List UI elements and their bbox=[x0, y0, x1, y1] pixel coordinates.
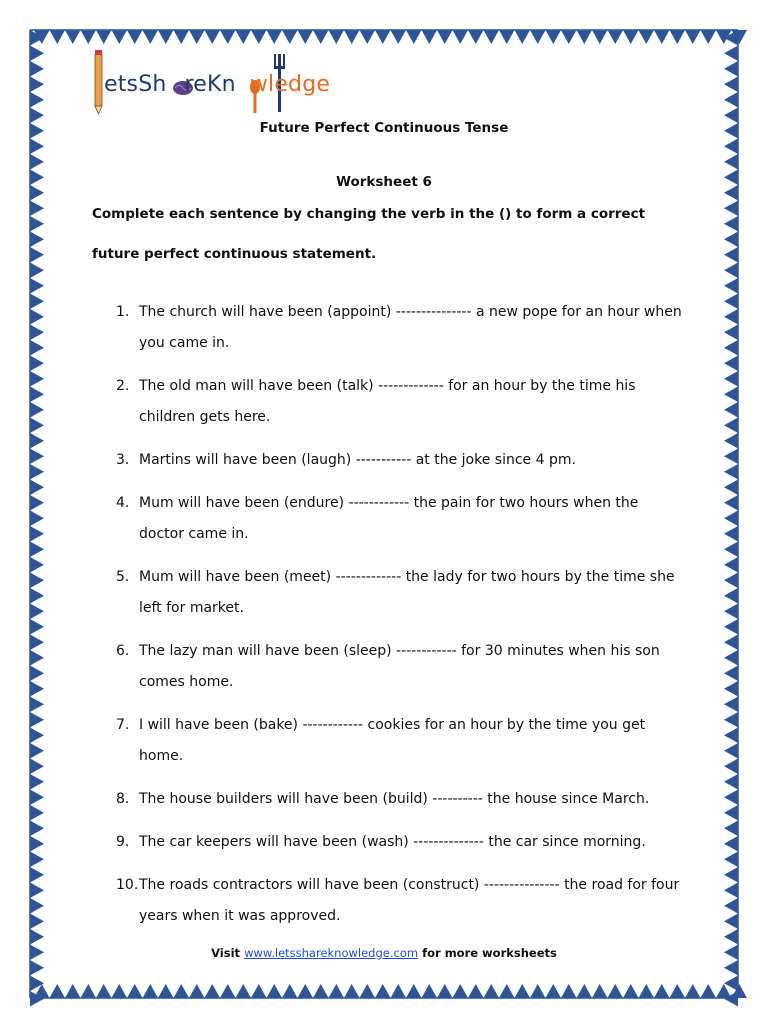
question-text: Mum will have been (meet) ------------- the lady for two hours by the time she left for market. bbox=[139, 569, 675, 616]
question-number: 10. bbox=[116, 877, 139, 893]
question-item bbox=[92, 445, 682, 476]
border-triangle bbox=[30, 898, 44, 914]
border-triangle bbox=[313, 30, 329, 44]
border-triangle bbox=[30, 836, 44, 852]
border-triangle bbox=[30, 433, 44, 449]
question-text: The car keepers will have been (wash) -------------- the car since morning. bbox=[139, 834, 646, 850]
border-triangle bbox=[422, 30, 438, 44]
border-triangle bbox=[530, 30, 546, 44]
border-triangle bbox=[724, 960, 738, 976]
border-triangle bbox=[499, 30, 515, 44]
border-triangle bbox=[453, 30, 469, 44]
border-triangle bbox=[30, 387, 44, 403]
border-triangle bbox=[577, 30, 593, 44]
border-triangle bbox=[30, 309, 44, 325]
border-triangle bbox=[127, 984, 143, 998]
border-triangle bbox=[375, 984, 391, 998]
border-triangle bbox=[724, 883, 738, 899]
border-triangle bbox=[30, 61, 44, 77]
border-triangle bbox=[30, 867, 44, 883]
border-triangle bbox=[468, 30, 484, 44]
border-triangle bbox=[724, 371, 738, 387]
logo-text-part: wledge bbox=[249, 72, 331, 97]
border-triangle bbox=[127, 30, 143, 44]
border-triangle bbox=[30, 418, 44, 434]
question-text: The old man will have been (talk) ------------- for an hour by the time his children gets here. bbox=[139, 378, 636, 425]
border-triangle bbox=[724, 774, 738, 790]
border-triangle bbox=[30, 464, 44, 480]
border-triangle bbox=[30, 635, 44, 651]
border-triangle bbox=[313, 984, 329, 998]
border-triangle bbox=[724, 604, 738, 620]
question-item bbox=[92, 297, 682, 359]
border-triangle bbox=[329, 984, 345, 998]
border-triangle bbox=[670, 30, 686, 44]
border-triangle bbox=[623, 30, 639, 44]
border-triangle bbox=[724, 836, 738, 852]
border-triangle bbox=[30, 340, 44, 356]
border-triangle bbox=[50, 984, 66, 998]
border-triangle bbox=[724, 325, 738, 341]
border-triangle bbox=[701, 30, 717, 44]
border-triangle bbox=[592, 984, 608, 998]
border-triangle bbox=[724, 666, 738, 682]
question-number: 9. bbox=[116, 834, 130, 850]
border-triangle bbox=[30, 449, 44, 465]
border-triangle bbox=[65, 984, 81, 998]
border-triangle bbox=[30, 139, 44, 155]
border-triangle bbox=[30, 371, 44, 387]
border-triangle bbox=[282, 984, 298, 998]
border-triangle bbox=[30, 325, 44, 341]
border-triangle bbox=[724, 619, 738, 635]
question-text: The roads contractors will have been (construct) --------------- the road for four years when it was approved. bbox=[139, 877, 680, 924]
question-number: 5. bbox=[116, 569, 130, 585]
border-triangle bbox=[724, 511, 738, 527]
instruction-line-1: Complete each sentence by changing the verb in the () to form a correct bbox=[92, 206, 646, 222]
border-triangle bbox=[724, 588, 738, 604]
border-triangle bbox=[724, 294, 738, 310]
border-triangle bbox=[546, 984, 562, 998]
border-triangle bbox=[30, 480, 44, 496]
border-triangle bbox=[30, 154, 44, 170]
border-triangle bbox=[30, 557, 44, 573]
border-triangle bbox=[577, 984, 593, 998]
border-triangle bbox=[724, 929, 738, 945]
border-triangle bbox=[724, 278, 738, 294]
border-triangle bbox=[561, 30, 577, 44]
question-item bbox=[92, 562, 682, 624]
border-triangle bbox=[30, 201, 44, 217]
border-triangle bbox=[189, 30, 205, 44]
logo-text-part: etsSh bbox=[104, 72, 167, 97]
border-triangle bbox=[724, 387, 738, 403]
border-triangle bbox=[724, 759, 738, 775]
question-item bbox=[92, 784, 682, 815]
question-number: 7. bbox=[116, 717, 130, 733]
worksheet-title: Future Perfect Continuous Tense bbox=[259, 120, 509, 136]
border-triangle bbox=[30, 821, 44, 837]
border-triangle bbox=[724, 154, 738, 170]
border-triangle bbox=[112, 30, 128, 44]
question-text: Mum will have been (endure) ------------ the pain for two hours when the doctor came in. bbox=[139, 495, 639, 542]
border-triangle bbox=[205, 30, 221, 44]
question-number: 8. bbox=[116, 791, 130, 807]
border-triangle bbox=[81, 984, 97, 998]
border-triangle bbox=[30, 278, 44, 294]
border-triangle bbox=[30, 294, 44, 310]
page-footer bbox=[0, 946, 768, 960]
border-triangle bbox=[724, 139, 738, 155]
question-number: 4. bbox=[116, 495, 130, 511]
border-triangle bbox=[724, 650, 738, 666]
border-triangle bbox=[724, 697, 738, 713]
border-triangle bbox=[251, 984, 267, 998]
border-triangle bbox=[236, 984, 252, 998]
border-triangle bbox=[724, 61, 738, 77]
border-triangle bbox=[484, 984, 500, 998]
border-triangle bbox=[724, 46, 738, 62]
border-triangle bbox=[96, 984, 112, 998]
border-triangle bbox=[530, 984, 546, 998]
border-triangle bbox=[30, 960, 44, 976]
question-list bbox=[92, 297, 682, 944]
border-triangle bbox=[220, 984, 236, 998]
border-triangle bbox=[30, 402, 44, 418]
border-triangle bbox=[30, 619, 44, 635]
border-triangle bbox=[30, 790, 44, 806]
border-triangle bbox=[654, 984, 670, 998]
border-triangle bbox=[30, 247, 44, 263]
border-triangle bbox=[375, 30, 391, 44]
border-triangle bbox=[724, 402, 738, 418]
border-triangle bbox=[724, 433, 738, 449]
border-triangle bbox=[158, 30, 174, 44]
border-triangle bbox=[220, 30, 236, 44]
border-triangle bbox=[724, 852, 738, 868]
border-triangle bbox=[30, 573, 44, 589]
border-triangle bbox=[344, 30, 360, 44]
question-text: Martins will have been (laugh) ----------- at the joke since 4 pm. bbox=[139, 452, 576, 468]
border-triangle bbox=[65, 30, 81, 44]
border-triangle bbox=[30, 759, 44, 775]
border-triangle bbox=[453, 984, 469, 998]
worksheet-number: Worksheet 6 bbox=[336, 174, 432, 190]
border-triangle bbox=[724, 728, 738, 744]
border-triangle bbox=[30, 712, 44, 728]
border-triangle bbox=[724, 635, 738, 651]
border-triangle bbox=[174, 984, 190, 998]
border-triangle bbox=[468, 984, 484, 998]
question-item bbox=[92, 636, 682, 698]
question-number: 2. bbox=[116, 378, 130, 394]
border-triangle bbox=[724, 914, 738, 930]
border-triangle bbox=[724, 356, 738, 372]
question-text: I will have been (bake) ------------ cookies for an hour by the time you get home. bbox=[139, 717, 646, 764]
border-triangle bbox=[30, 681, 44, 697]
border-triangle bbox=[685, 30, 701, 44]
border-triangle bbox=[724, 805, 738, 821]
border-triangle bbox=[608, 984, 624, 998]
border-triangle bbox=[158, 984, 174, 998]
border-triangle bbox=[724, 573, 738, 589]
question-item bbox=[92, 371, 682, 433]
border-triangle bbox=[724, 526, 738, 542]
border-triangle bbox=[724, 247, 738, 263]
border-triangle bbox=[639, 984, 655, 998]
border-triangle bbox=[391, 984, 407, 998]
border-triangle bbox=[670, 984, 686, 998]
border-triangle bbox=[654, 30, 670, 44]
border-triangle bbox=[515, 30, 531, 44]
border-triangle bbox=[30, 914, 44, 930]
border-triangle bbox=[30, 216, 44, 232]
border-triangle bbox=[724, 464, 738, 480]
border-triangle bbox=[724, 232, 738, 248]
border-triangle bbox=[724, 898, 738, 914]
logo-text-part: reKn bbox=[184, 72, 236, 97]
border-triangle bbox=[724, 495, 738, 511]
border-triangle bbox=[360, 984, 376, 998]
border-triangle bbox=[30, 77, 44, 93]
border-triangle bbox=[30, 526, 44, 542]
border-triangle bbox=[437, 30, 453, 44]
border-triangle bbox=[30, 263, 44, 279]
border-triangle bbox=[30, 542, 44, 558]
border-triangle bbox=[724, 449, 738, 465]
border-triangle bbox=[30, 604, 44, 620]
question-number: 6. bbox=[116, 643, 130, 659]
border-triangle bbox=[724, 77, 738, 93]
question-item bbox=[92, 488, 682, 550]
site-logo bbox=[92, 46, 352, 116]
border-triangle bbox=[484, 30, 500, 44]
border-triangle bbox=[422, 984, 438, 998]
border-triangle bbox=[30, 805, 44, 821]
border-triangle bbox=[592, 30, 608, 44]
border-triangle bbox=[30, 588, 44, 604]
border-triangle bbox=[30, 883, 44, 899]
border-triangle bbox=[112, 984, 128, 998]
border-triangle bbox=[724, 867, 738, 883]
border-triangle bbox=[30, 356, 44, 372]
border-triangle bbox=[143, 984, 159, 998]
border-triangle bbox=[685, 984, 701, 998]
border-triangle bbox=[701, 984, 717, 998]
border-triangle bbox=[50, 30, 66, 44]
question-number: 1. bbox=[116, 304, 130, 320]
border-triangle bbox=[724, 790, 738, 806]
border-triangle bbox=[30, 495, 44, 511]
border-triangle bbox=[30, 774, 44, 790]
border-triangle bbox=[30, 650, 44, 666]
border-triangle bbox=[608, 30, 624, 44]
border-triangle bbox=[724, 216, 738, 232]
border-triangle bbox=[282, 30, 298, 44]
border-triangle bbox=[515, 984, 531, 998]
question-item bbox=[92, 870, 682, 932]
border-triangle bbox=[267, 30, 283, 44]
border-triangle bbox=[298, 30, 314, 44]
question-text: The church will have been (appoint) --------------- a new pope for an hour when you came in. bbox=[139, 304, 682, 351]
border-triangle bbox=[437, 984, 453, 998]
question-text: The house builders will have been (build) ---------- the house since March. bbox=[139, 791, 650, 807]
border-triangle bbox=[724, 542, 738, 558]
border-triangle bbox=[30, 46, 44, 62]
border-triangle bbox=[30, 92, 44, 108]
border-triangle bbox=[30, 232, 44, 248]
border-triangle bbox=[724, 309, 738, 325]
footer-suffix: for more worksheets bbox=[422, 946, 557, 960]
question-item bbox=[92, 827, 682, 858]
border-triangle bbox=[724, 340, 738, 356]
border-triangle bbox=[30, 929, 44, 945]
border-triangle bbox=[30, 666, 44, 682]
border-triangle bbox=[724, 821, 738, 837]
border-triangle bbox=[96, 30, 112, 44]
border-triangle bbox=[406, 30, 422, 44]
instruction-line-2: future perfect continuous statement. bbox=[92, 246, 377, 262]
border-triangle bbox=[30, 743, 44, 759]
border-triangle bbox=[81, 30, 97, 44]
border-triangle bbox=[561, 984, 577, 998]
border-triangle bbox=[143, 30, 159, 44]
border-triangle bbox=[189, 984, 205, 998]
border-triangle bbox=[724, 743, 738, 759]
border-triangle bbox=[623, 984, 639, 998]
border-triangle bbox=[724, 480, 738, 496]
border-triangle bbox=[174, 30, 190, 44]
border-triangle bbox=[329, 30, 345, 44]
border-triangle bbox=[724, 263, 738, 279]
question-number: 3. bbox=[116, 452, 130, 468]
border-triangle bbox=[406, 984, 422, 998]
border-triangle bbox=[236, 30, 252, 44]
border-triangle bbox=[724, 92, 738, 108]
question-item bbox=[92, 710, 682, 772]
border-triangle bbox=[30, 852, 44, 868]
border-triangle bbox=[30, 697, 44, 713]
border-triangle bbox=[30, 728, 44, 744]
border-triangle bbox=[546, 30, 562, 44]
border-triangle bbox=[344, 984, 360, 998]
border-triangle bbox=[251, 30, 267, 44]
logo-wordmark bbox=[92, 72, 330, 97]
border-triangle bbox=[724, 201, 738, 217]
border-triangle bbox=[724, 681, 738, 697]
border-triangle bbox=[724, 557, 738, 573]
border-triangle bbox=[391, 30, 407, 44]
border-triangle bbox=[724, 712, 738, 728]
border-triangle bbox=[205, 984, 221, 998]
border-triangle bbox=[499, 984, 515, 998]
border-triangle bbox=[639, 30, 655, 44]
border-triangle bbox=[724, 418, 738, 434]
footer-website-link[interactable]: www.letsshareknowledge.com bbox=[244, 946, 419, 960]
border-triangle bbox=[298, 984, 314, 998]
border-triangle bbox=[360, 30, 376, 44]
footer-prefix: Visit bbox=[211, 946, 241, 960]
question-text: The lazy man will have been (sleep) ------------ for 30 minutes when his son comes home. bbox=[139, 643, 660, 690]
border-triangle bbox=[30, 511, 44, 527]
border-triangle bbox=[267, 984, 283, 998]
